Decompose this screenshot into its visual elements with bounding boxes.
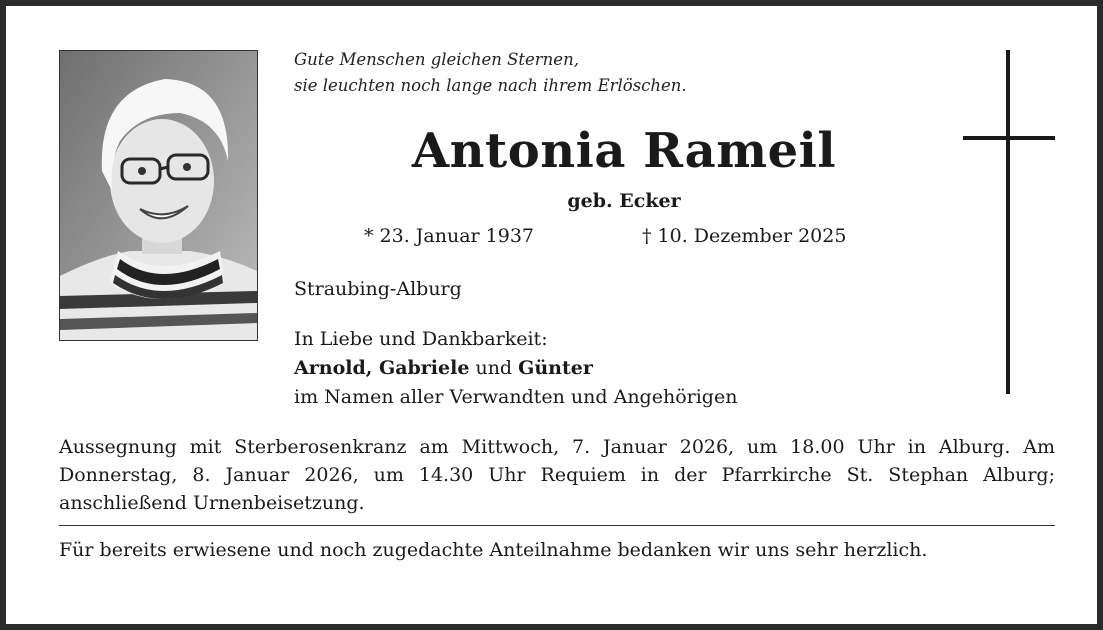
death-date: † 10. Dezember 2025 <box>642 225 847 247</box>
mourners-on-behalf: im Namen aller Verwandten und Angehörigen <box>294 386 738 408</box>
mourners-names-2: Günter <box>518 357 593 379</box>
quote-line-2: sie leuchten noch lange nach ihrem Erlöschen. <box>294 76 687 95</box>
quote-line-1: Gute Menschen gleichen Sternen, <box>294 50 579 69</box>
maiden-name: geb. Ecker <box>567 190 681 212</box>
memorial-quote <box>294 47 687 99</box>
birth-date: * 23. Januar 1937 <box>364 225 535 247</box>
residence: Straubing-Alburg <box>294 278 462 300</box>
cross-icon <box>1006 50 1010 394</box>
mourners-intro: In Liebe und Dankbarkeit: <box>294 328 548 350</box>
mourners-conjunction: und <box>469 357 519 379</box>
deceased-name: Antonia Rameil <box>411 123 837 179</box>
service-details: Aussegnung mit Sterberosenkranz am Mittwoch, 7. Januar 2026, um 18.00 Uhr in Alburg. Am Donnerstag, 8. Januar 2026, um 14.30 Uhr Requiem in der Pfarrkirche St. Stephan Alburg; anschließend Urnenbeisetzung. <box>59 436 1055 514</box>
cross-icon-bar <box>963 136 1055 140</box>
portrait-image <box>60 51 257 340</box>
portrait-photo <box>59 50 258 341</box>
mourners-block <box>294 325 737 412</box>
divider <box>59 525 1055 526</box>
thanks-note: Für bereits erwiesene und noch zugedachte Anteilnahme bedanken wir uns sehr herzlich. <box>59 539 928 561</box>
mourners-names <box>294 354 737 383</box>
mourners-names-1: Arnold, Gabriele <box>294 357 470 379</box>
